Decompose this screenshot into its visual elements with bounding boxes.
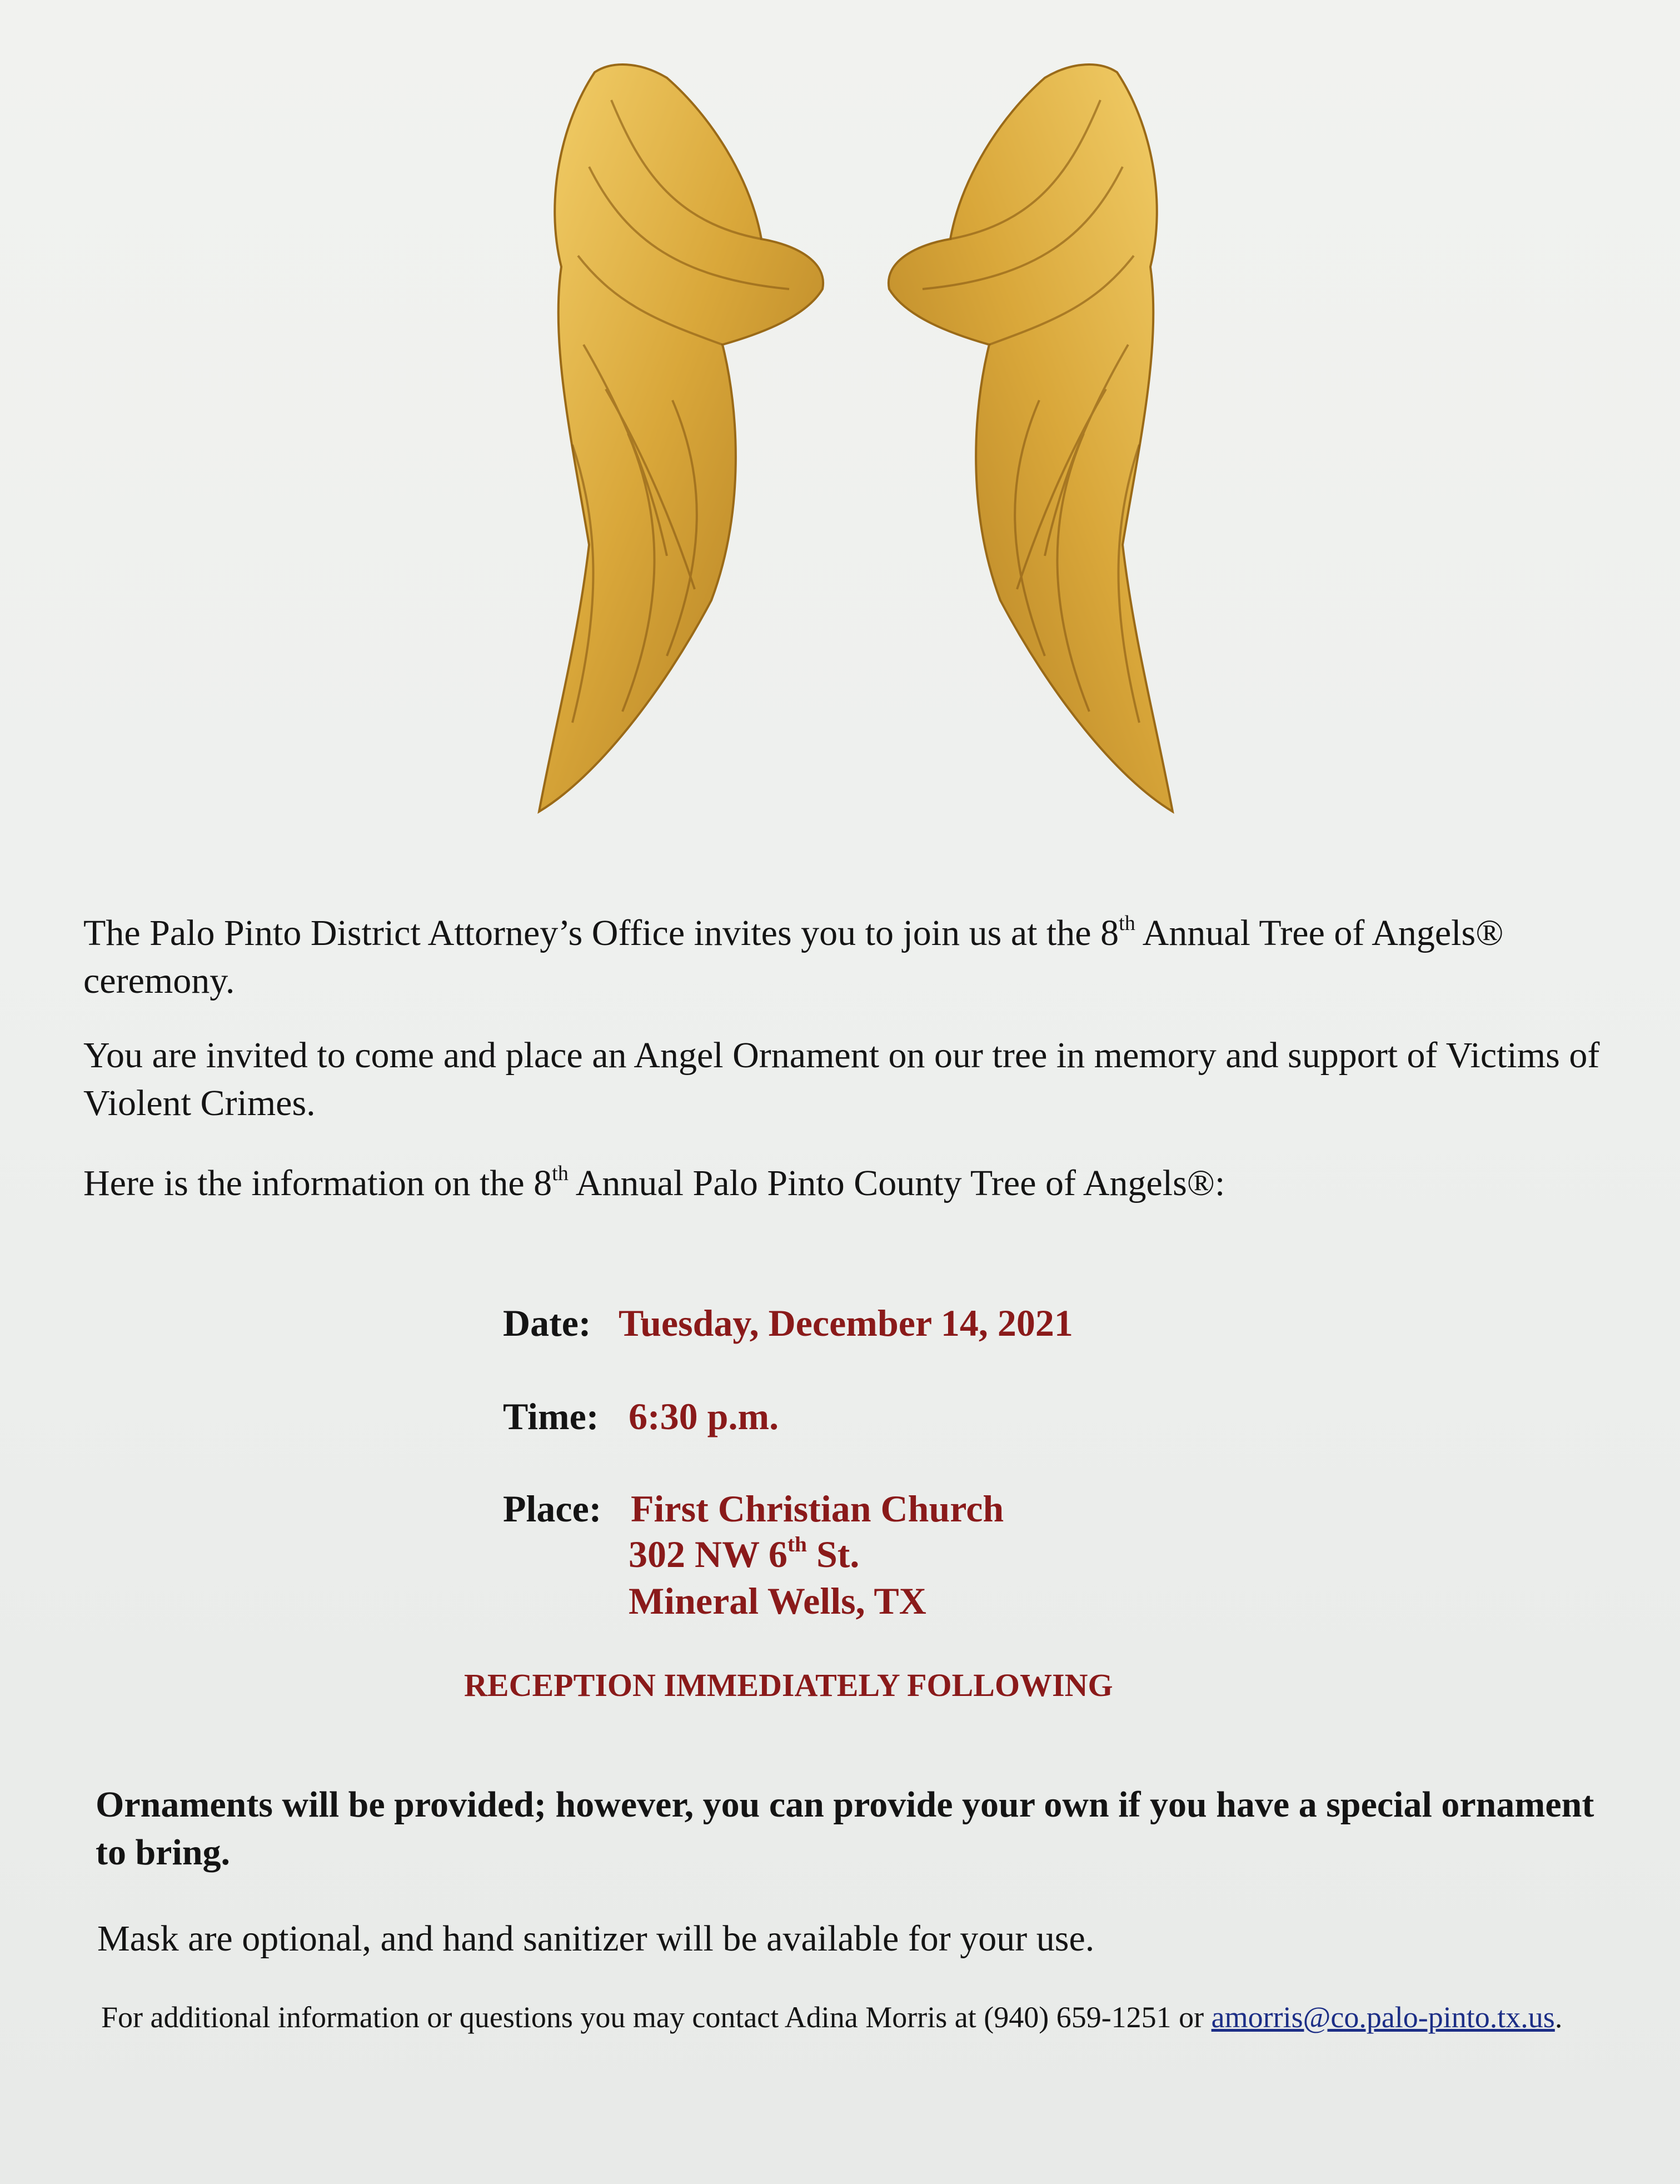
- info-ordinal-suffix: th: [552, 1162, 569, 1186]
- intro-paragraph: [83, 909, 1617, 1005]
- intro-text-end: Annual Tree of Angels® ceremony.: [83, 913, 1504, 1001]
- date-label: Date:: [503, 1302, 591, 1344]
- place-street-suffix: St.: [806, 1533, 860, 1575]
- time-label: Time:: [503, 1395, 599, 1437]
- contact-text: For additional information or questions you may contact Adina Morris at (940) 659-1251 or: [101, 2001, 1212, 2034]
- ornaments-note: Ornaments will be provided; however, you can provide your own if you have a special ornament to bring.: [96, 1784, 1594, 1873]
- contact-trailing-period: .: [1554, 2001, 1563, 2034]
- place-street-ordinal: th: [787, 1532, 807, 1557]
- time-value: 6:30 p.m.: [629, 1395, 779, 1437]
- left-wing: [539, 64, 823, 812]
- place-street-number: 302 NW 6: [629, 1533, 787, 1575]
- place-city: Mineral Wells, TX: [629, 1580, 926, 1622]
- reception-notice: RECEPTION IMMEDIATELY FOLLOWING: [464, 1667, 1113, 1703]
- place-label: Place:: [503, 1487, 602, 1530]
- info-text-start: Here is the information on the 8: [83, 1163, 552, 1203]
- contact-line: [101, 2000, 1562, 2034]
- contact-email-link[interactable]: amorris@co.palo-pinto.tx.us: [1211, 2001, 1555, 2034]
- intro-text-start: The Palo Pinto District Attorney’s Office invites you to join us at the 8: [83, 913, 1119, 953]
- info-intro-line: [83, 1160, 1617, 1207]
- mask-note: Mask are optional, and hand sanitizer will be available for your use.: [97, 1918, 1095, 1959]
- info-text-end: Annual Palo Pinto County Tree of Angels®:: [568, 1163, 1225, 1203]
- right-wing: [889, 64, 1173, 812]
- place-name: First Christian Church: [631, 1487, 1004, 1530]
- place-street: [629, 1531, 859, 1578]
- date-value: Tuesday, December 14, 2021: [619, 1302, 1073, 1344]
- invite-paragraph: You are invited to come and place an Angel Ornament on our tree in memory and support of Victims of Violent Crimes.: [83, 1035, 1600, 1123]
- angel-wings-illustration: [528, 56, 1184, 823]
- intro-ordinal-suffix: th: [1119, 912, 1135, 936]
